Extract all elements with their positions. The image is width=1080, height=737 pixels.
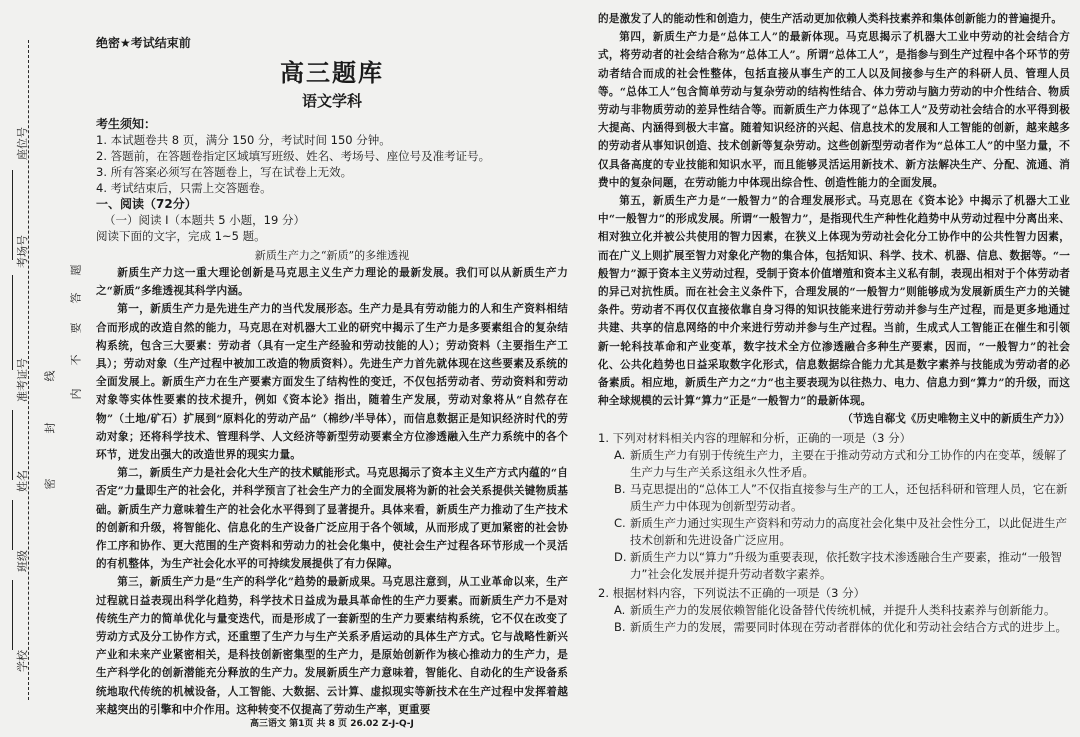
secret-mark: 绝密★考试结束前 <box>96 36 191 50</box>
article-paragraph: 第一，新质生产力是先进生产力的当代发展形态。生产力是具有劳动能力的人和生产资料相结合而形成的改造自然的能力，马克思在对机器大工业的研究中揭示了生产力是多要素组合的复杂结构系统，包含三大要素：劳动者（具有一定生产经验和劳动技能的人）；劳动资料（主要指生产工具）；劳动对象（生产过程中被加工改造的物质资料）。先进生产力首先就体现在这些要素及系统的全面发展上。新质生产力在生产要素方面发生了结构性的变迁，不仅包括劳动者、劳动资料和劳动对象等实体性要素的技术提升，例如《资本论》指出，随着生产发展，劳动对象将从“自然存在物”（土地/矿石）扩展到“原料化的劳动产品”（棉纱/半导体），而信息数据正是知识经济时代的劳动对象；还将科学技术、管理科学、人文经济等新型劳动要素全方位渗透融入生产力系统中的各个环节，迸发出强大的改造世界的现实力量。 <box>96 303 568 462</box>
field-room-line <box>12 275 13 370</box>
notice-char: 答 <box>69 292 83 304</box>
field-class-line <box>12 580 13 650</box>
question-option: A. 新质生产力的发展依赖智能化设备替代传统机械，并提升人类科技素养与创新能力。 <box>614 603 1056 618</box>
article-source: （节选自郗戈《历史唯物主义中的新质生产力》） <box>842 413 1070 426</box>
notice-char: 内 <box>69 388 83 400</box>
seal-char: 封 <box>43 422 57 434</box>
page-title: 高三题库 <box>280 59 384 87</box>
field-ticket-label: 准考证号 <box>16 358 29 402</box>
section-heading: 一、阅读（72分） <box>96 197 197 211</box>
field-class-label: 班级 <box>16 550 29 572</box>
instruction: 阅读下面的文字，完成 1~5 题。 <box>96 229 266 243</box>
notes-heading: 考生须知： <box>96 117 157 131</box>
page-footer: 高三语文 第1页 共 8 页 26.02 Z-J-Q-J <box>250 719 414 729</box>
subsection-heading: （一）阅读 I（本题共 5 小题，19 分） <box>104 213 305 227</box>
field-ticket-line <box>12 410 13 480</box>
field-name-label: 姓名 <box>16 470 29 492</box>
article-paragraph: 第三，新质生产力是“生产的科学化”趋势的最新成果。马克思注意到，从工业革命以来，生产过程就日益表现出科学化趋势，科学技术日益成为最具革命性的生产力要素。而新质生产力不是对传统生产力的简单优化与量变迭代，而是形成了一套新型的生产力要素结构系统，它不仅在改变了劳动方式及分工协作方式，还重塑了生产力与生产关系矛盾运动的具体生产方式。它与战略性新兴产业和未来产业紧密相关，是科技创新密集型的生产力，是原始创新作为核心推动力的生产力，是生产科学化的创新潜能充分释放的生产力。发展新质生产力意味着，智能化、自动化的生产设备系统地取代传统的机械设备，人工智能、大数据、云计算、虚拟现实等新技术在生产过程中发挥着越来越突出的引擎和中介作用。这种转变不仅提高了劳动生产率，更重要 <box>96 576 568 716</box>
notice-char: 题 <box>69 264 83 276</box>
field-seat-label: 座位号 <box>16 127 29 160</box>
seal-char: 密 <box>43 478 57 490</box>
question-stem: 1. 下列对材料相关内容的理解和分析，正确的一项是（3 分） <box>598 431 912 446</box>
article-title: 新质生产力之“新质”的多维透视 <box>254 249 410 262</box>
note-item: 2. 答题前，在答题卷指定区域填写班级、姓名、考场号、座位号及准考证号。 <box>96 149 491 163</box>
notice-char: 要 <box>69 322 83 334</box>
seal-char: 线 <box>43 370 57 382</box>
note-item: 4. 考试结束后，只需上交答题卷。 <box>96 181 272 195</box>
field-name-line <box>12 500 13 550</box>
question-stem: 2. 根据材料内容，下列说法不正确的一项是（3 分） <box>598 586 866 601</box>
question-option: B. 新质生产力的发展，需要同时体现在劳动者群体的优化和劳动社会结合方式的进步上。 <box>614 620 1067 635</box>
question-option: B. 马克思提出的“总体工人”不仅指直接参与生产的工人，还包括科研和管理人员，它在新质生产力中体现为创新型劳动者。 <box>614 482 1068 514</box>
note-item: 1. 本试题卷共 8 页，满分 150 分，考试时间 150 分钟。 <box>96 133 391 147</box>
question-option: A. 新质生产力有别于传统生产力，主要在于推动劳动方式和分工协作的内在变革，缓解了生产力与生产关系这组永久性矛盾。 <box>614 448 1067 480</box>
binding-strip <box>0 0 90 737</box>
article-paragraph: 的是激发了人的能动性和创造力，使生产活动更加依赖人类科技素养和集体创新能力的普遍提升。 <box>598 13 1063 25</box>
left-column <box>96 34 568 719</box>
subject-title: 语文学科 <box>301 92 362 110</box>
article-paragraph: 第五，新质生产力是“一般智力”的合理发展形式。马克思在《资本论》中揭示了机器大工业中“一般智力”的形成发展。所谓“一般智力”，是指现代生产种性化趋势中从劳动过程中分离出来、相对独立化并被公共使用的智力因素，在狭义上体现为劳动社会化分工协作中的公共性智力因素，而在广义上则扩展至智力对象化产物的集合体，包括知识、科学、技术、机器、信息、数据等。“一般智力”源于资本主义劳动过程，受制于资本价值增殖和资本主义私有制，表现出相对于个体劳动者的异己对抗性质。而在社会主义条件下，合理发展的“一般智力”则能够成为发展新质生产力的关键条件。劳动者不再仅仅直接依靠自身习得的知识技能来进行劳动并参与生产过程，而是更多地通过共建、共享的信息网络的中介来进行劳动并参与生产过程。当前，生成式人工智能正在催生和引领新一轮科技革命和产业变革，数字技术全方位渗透融合多种生产要素，因而，“一般智力”的社会化、公共化趋势也日益采取数字化形式，信息数据综合能力尤其是数字素养与技能成为劳动者的必备素质。相应地，新质生产力之“力”也主要表现为以往热力、电力、信息力到“算力”的升级，而这种全球规模的云计算“算力”正是“一般智力”的最新体现。 <box>598 195 1070 408</box>
article-paragraph: 第二，新质生产力是社会化大生产的技术赋能形式。马克思揭示了资本主义生产方式内蕴的“自否定”力量即生产的社会化，并科学预言了社会生产力的全面发展将为新的社会关系提供关键物质基础。新质生产力意味着生产的社会化水平得到了显著提升。具体来看，新质生产力推动了生产技术的创新和升级，将智能化、信息化的生产设备广泛应用于各个领域，从而形成了更加紧密的社会协作工序和协作、更大范围的生产资料和劳动力的社会化集中，使社会生产过程各环节形成一个灵活的有机整体，为生产社会化水平的可持续发展提供了有力保障。 <box>96 467 568 571</box>
article-paragraph: 新质生产力这一重大理论创新是马克思主义生产力理论的最新发展。我们可以从新质生产力之“新质”多维透视其科学内涵。 <box>96 267 568 298</box>
field-room-label: 考场号 <box>16 235 29 268</box>
field-seat-line <box>12 170 13 260</box>
question-option: D. 新质生产力以“算力”升级为重要表现，依托数字技术渗透融合生产要素，推动“一般智力”社会化发展并提升劳动者数字素养。 <box>614 550 1062 582</box>
notice-char: 不 <box>69 354 83 366</box>
field-school-label: 学校 <box>16 650 29 672</box>
right-column <box>598 10 1070 636</box>
note-item: 3. 所有答案必须写在答题卷上，写在试卷上无效。 <box>96 165 353 179</box>
question-option: C. 新质生产力通过实现生产资料和劳动力的高度社会化集中及社会性分工，以此促进生产技术创新和先进设备广泛应用。 <box>614 516 1067 548</box>
article-paragraph: 第四，新质生产力是“总体工人”的最新体现。马克思揭示了机器大工业中劳动的社会结合方式，将劳动者的社会结合称为“总体工人”。所谓“总体工人”，是指参与到生产过程中各个环节的劳动者结合而成的社会性整体，包括直接从事生产的工人以及间接参与生产的科研人员、管理人员等。“总体工人”包含简单劳动与复杂劳动的结构性结合、体力劳动与脑力劳动的中介性结合、物质劳动与非物质劳动的差异性结合等。而新质生产力体现了“总体工人”及劳动社会结合的水平得到极大提高、内涵得到极大丰富。随着知识经济的兴起、信息技术的发展和人工智能的创新，越来越多的劳动者从事知识创造、技术创新等复杂劳动。这些创新型劳动者作为“总体工人”的中坚力量，不仅具备高度的专业技能和知识水平，而且能够灵活运用新技术、新方法解决生产、分配、流通、消费中的复杂问题，在劳动能力中体现出综合性、创造性能力的全面发展。 <box>598 31 1070 189</box>
